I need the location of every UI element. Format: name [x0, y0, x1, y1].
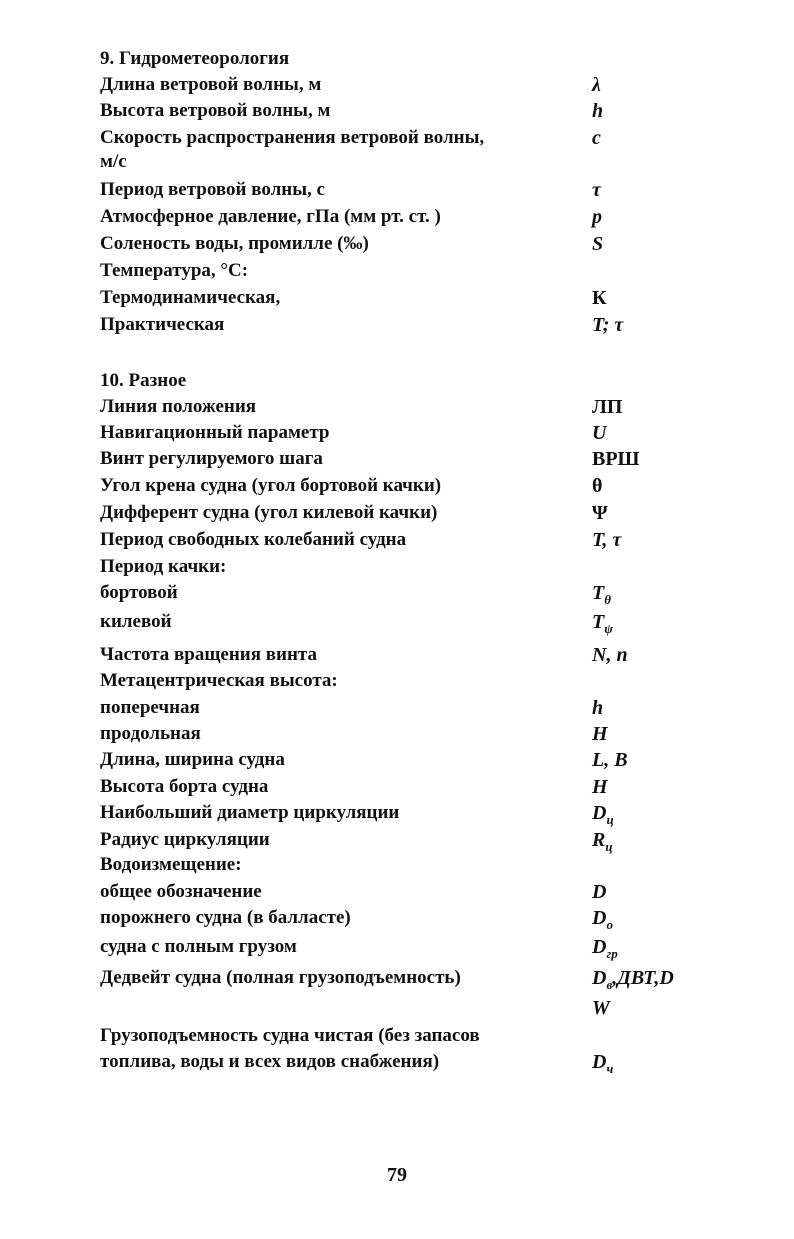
symbol-subscript: о [606, 917, 613, 932]
symbol: D [592, 881, 607, 903]
symbol-base: R [592, 829, 606, 851]
list-item [100, 828, 700, 854]
symbol: W [592, 997, 610, 1019]
symbol: L, B [592, 749, 628, 771]
term: поперечная [100, 697, 200, 718]
list-item [100, 610, 700, 636]
symbol: θ [592, 475, 603, 497]
list-item [100, 748, 700, 774]
symbol: К [592, 287, 607, 309]
symbol [592, 610, 613, 641]
symbol: τ [592, 179, 601, 201]
term: Дедвейт судна (полная грузоподъемность) [100, 967, 461, 988]
term: Период ветровой волны, с [100, 179, 325, 200]
page-number: 79 [387, 1164, 407, 1186]
symbol-subscript: ц [606, 812, 614, 827]
symbol: H [592, 776, 608, 798]
list-item [100, 1050, 700, 1076]
term: Практическая [100, 314, 225, 335]
list-item [100, 286, 700, 312]
symbol [592, 1050, 613, 1081]
symbol: T; τ [592, 314, 624, 336]
list-item [100, 259, 700, 285]
section-10-heading: 10. Разное [100, 370, 187, 391]
list-item [100, 996, 700, 1022]
list-item [100, 205, 700, 231]
list-item [100, 906, 700, 932]
list-item [100, 966, 700, 992]
term: Высота борта судна [100, 776, 269, 797]
term: Длина, ширина судна [100, 749, 285, 770]
symbol: h [592, 697, 604, 719]
symbol-subscript: ψ [604, 621, 613, 636]
symbol: S [592, 233, 604, 255]
list-item [100, 853, 700, 879]
list-item [100, 643, 700, 669]
list-item [100, 935, 700, 961]
list-item [100, 474, 700, 500]
symbol: h [592, 100, 604, 122]
symbol: ВРШ [592, 448, 640, 470]
term: Скорость распространения ветровой волны, [100, 127, 485, 148]
term: Период свободных колебаний судна [100, 529, 407, 550]
symbol: p [592, 206, 602, 228]
symbol [592, 581, 611, 612]
list-item [100, 447, 700, 473]
list-item [100, 1024, 700, 1050]
list-item [100, 99, 700, 125]
list-item [100, 801, 700, 827]
list-item [100, 669, 700, 695]
symbol [592, 966, 674, 997]
symbol-base: D [592, 802, 607, 824]
symbol [592, 906, 613, 937]
term: порожнего судна (в балласте) [100, 907, 351, 928]
term: м/с [100, 151, 127, 172]
symbol-base: T [592, 582, 605, 604]
symbol-base: D [592, 936, 607, 958]
term: Дифферент судна (угол килевой качки) [100, 502, 438, 523]
symbol-base: D [592, 967, 607, 989]
term: продольная [100, 723, 201, 744]
symbol: λ [592, 74, 601, 96]
list-item [100, 421, 700, 447]
symbol: c [592, 127, 601, 149]
symbol: T, τ [592, 529, 622, 551]
symbol-subscript: ц [605, 839, 613, 854]
list-item [100, 232, 700, 258]
symbol: U [592, 422, 607, 444]
symbol-base: D [592, 907, 607, 929]
list-item [100, 528, 700, 554]
term: бортовой [100, 582, 178, 603]
symbol: ЛП [592, 396, 623, 418]
term: Атмосферное давление, гПа (мм рт. ст. ) [100, 206, 441, 227]
term: Соленость воды, промилле (‰) [100, 233, 369, 254]
term: Водоизмещение: [100, 854, 242, 875]
term: Высота ветровой волны, м [100, 100, 331, 121]
term: Наибольший диаметр циркуляции [100, 802, 400, 823]
term: килевой [100, 611, 172, 632]
term: Радиус циркуляции [100, 829, 270, 850]
term: Температура, °С: [100, 260, 249, 281]
list-item [100, 395, 700, 421]
term: топлива, воды и всех видов снабжения) [100, 1051, 440, 1072]
list-item [100, 150, 700, 176]
term: Угол крена судна (угол бортовой качки) [100, 475, 442, 496]
term: судна с полным грузом [100, 936, 297, 957]
term: Винт регулируемого шага [100, 448, 323, 469]
term: Термодинамическая, [100, 287, 281, 308]
symbol-base: D [592, 1051, 607, 1073]
term: Длина ветровой волны, м [100, 74, 322, 95]
list-item [100, 722, 700, 748]
list-item [100, 313, 700, 339]
term: Навигационный параметр [100, 422, 330, 443]
symbol-subscript: в [606, 977, 613, 992]
term: Частота вращения винта [100, 644, 317, 665]
list-item [100, 126, 700, 152]
term: Линия положения [100, 396, 257, 417]
term: Период качки: [100, 556, 227, 577]
symbol-subscript: гр [606, 946, 618, 961]
symbol [592, 935, 618, 966]
symbol-subscript: θ [604, 592, 611, 607]
list-item [100, 555, 700, 581]
term: общее обозначение [100, 881, 262, 902]
symbol: Ψ [592, 502, 608, 524]
list-item [100, 880, 700, 906]
list-item [100, 696, 700, 722]
term: Метацентрическая высота: [100, 670, 338, 691]
list-item [100, 581, 700, 607]
symbol-base: T [592, 611, 605, 633]
list-item [100, 501, 700, 527]
term: Грузоподъемность судна чистая (без запасов [100, 1025, 480, 1046]
symbol: N, n [592, 644, 628, 666]
symbol-subscript: ч [606, 1061, 614, 1076]
list-item [100, 73, 700, 99]
section-9-heading: 9. Гидрометеорология [100, 48, 290, 69]
list-item [100, 178, 700, 204]
symbol-tail: ,ДВТ,D [612, 967, 674, 989]
list-item [100, 775, 700, 801]
symbol: H [592, 723, 608, 745]
